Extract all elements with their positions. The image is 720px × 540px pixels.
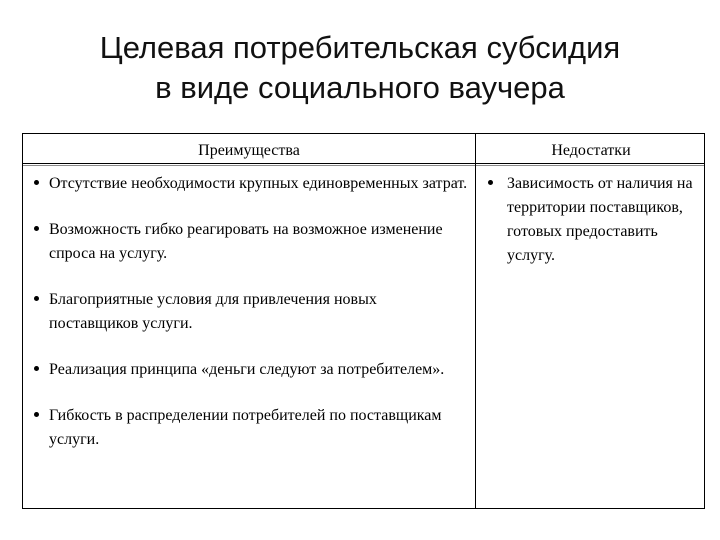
column-divider (475, 134, 476, 508)
list-item (483, 172, 703, 268)
disadvantages-header: Недостатки (551, 142, 631, 159)
list-item (29, 218, 469, 266)
advantages-header: Преимущества (198, 142, 300, 159)
comparison-table (22, 133, 705, 509)
advantage-text: Благоприятные условия для привлечения новых поставщиков услуги. (49, 291, 377, 332)
list-item (29, 358, 469, 382)
bullet-icon (29, 288, 43, 312)
header-divider (23, 163, 704, 164)
bullet-icon (29, 218, 43, 242)
title-line-2: в виде социального ваучера (155, 70, 565, 105)
bullet-icon (29, 172, 43, 196)
list-item (29, 288, 469, 336)
advantages-list (29, 172, 469, 474)
title-line-1: Целевая потребительская субсидия (99, 30, 621, 65)
disadvantage-text: Зависимость от наличия на территории поставщиков, готовых предоставить услугу. (507, 175, 693, 264)
list-item (29, 172, 469, 196)
advantage-text: Гибкость в распределении потребителей по поставщикам услуги. (49, 407, 442, 448)
bullet-icon (29, 358, 43, 382)
advantage-text: Возможность гибко реагировать на возможное изменение спроса на услугу. (49, 221, 443, 262)
bullet-icon (29, 404, 43, 428)
slide-title (0, 28, 720, 108)
disadvantages-list (483, 172, 703, 268)
bullet-icon (483, 172, 497, 196)
advantage-text: Отсутствие необходимости крупных единовременных затрат. (49, 175, 468, 192)
advantage-text: Реализация принципа «деньги следуют за потребителем». (49, 361, 445, 378)
list-item (29, 404, 469, 452)
